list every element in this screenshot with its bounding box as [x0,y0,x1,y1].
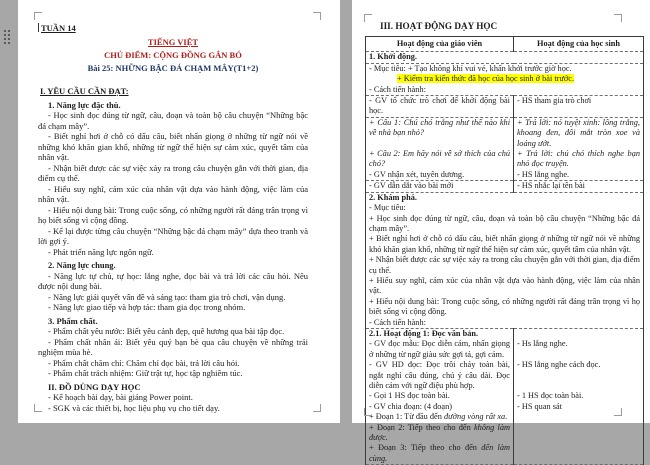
table-row [366,149,644,170]
teacher-cell[interactable]: - GV đọc mẫu: Đọc diễn cảm, nhấn giọng ở những từ ngữ giàu sức gợi tả, gợi cảm. [369,339,510,359]
teacher-cell[interactable]: - GV chia đoạn: (4 đoạn) [369,401,453,411]
table-row [366,391,644,401]
paragraph[interactable]: - Năng lực giải quyết vấn đề và sáng tạo: tham gia trò chơi, vận dụng. [48,291,286,302]
student-cell[interactable]: - HS nhắc lại tên bài [514,181,644,192]
teacher-cell[interactable]: - Gọi 1 HS đọc toàn bài. [369,391,450,401]
highlighted-objective-line[interactable] [369,74,640,84]
paragraph[interactable]: - Hiểu suy nghĩ, cảm xúc của nhân vật dựa vào hành động, việc làm của nhân vật. [38,183,308,204]
table-row [366,181,644,192]
paragraph[interactable]: - Kể lại được từng câu chuyện “Những bậc đá chạm mây” dựa theo tranh và lời gợi ý. [38,225,308,246]
table-header-row [366,37,644,52]
paragraph[interactable]: - Năng lực giao tiếp và hợp tác: tham gia đọc trong nhóm. [48,302,246,312]
theme-title[interactable]: CHỦ ĐIỂM: CỘNG ĐỒNG GẮN BÓ [104,50,242,60]
objective-line[interactable]: + Học sinh đọc đúng từ ngữ, câu, đoạn và toàn bộ câu chuyện “Những bậc đá chạm mây”. [369,213,640,233]
text-boundary-mark [364,408,372,416]
teacher-cell[interactable]: - GV HD đọc: Đọc trôi chảy toàn bài, ngắt nghỉ câu đúng, chú ý câu dài. Đọc diễn cảm với ngữ điệu phù hợp. [369,360,510,390]
segment-prefix: + Đoạn 2: Tiếp theo cho đến [369,422,474,432]
student-cell-empty[interactable] [514,412,644,465]
text-boundary-mark [34,404,42,412]
student-cell[interactable]: - HS lắng nghe cách đọc. [514,360,644,391]
objective-line[interactable]: + Nhận biết được các sự việc xảy ra trong câu chuyện gắn với thời gian, địa điểm cụ thể. [369,255,640,275]
lesson-plan-page-1 [18,0,340,413]
table-row [366,63,644,84]
text-cursor [38,23,39,32]
activity-1-heading[interactable]: 1. Khởi động. [366,52,644,63]
student-cell[interactable]: - Hs lắng nghe. [514,339,644,360]
procedure-label[interactable]: - Cách tiến hành: [366,318,644,329]
lesson-title[interactable]: Bài 25: NHỮNG BẬC ĐÁ CHẠM MÂY(T1+2) [87,63,259,73]
paragraph[interactable]: - Phát triển năng lực ngôn ngữ. [48,246,154,257]
teacher-cell[interactable]: - GV dẫn dắt vào bài mới [366,181,514,192]
segment-prefix: + Đoạn 1: Từ đầu đến [369,412,444,422]
subsection-nang-luc-chung-heading[interactable]: 2. Năng lực chung. [48,260,116,270]
activity-2-1-heading[interactable]: 2.1. Hoạt động 1: Đọc văn bản. [369,328,479,338]
table-row [366,339,644,360]
segment-prefix: + Đoạn 3: Tiếp theo cho đến [369,443,482,453]
objective-line[interactable]: + Hiểu nội dung bài: Trong cuộc sống, có những người rất đáng trân trọng vì họ biết sống vì cộng đồng. [369,296,640,317]
table-row [366,328,644,339]
student-column-header[interactable]: Hoạt động của học sinh [514,37,644,52]
section-do-dung-heading[interactable]: II. ĐỒ DÙNG DẠY HỌC [48,381,141,392]
table-row [366,402,644,412]
paragraph[interactable]: - Hiểu nội dung bài: Trong cuộc sống, có những người rất đáng trân trọng vì họ biết sống vì cộng đồng. [38,204,308,225]
teacher-cell[interactable]: - GV nhận xét, tuyên dương. [366,170,514,181]
teacher-cell[interactable]: + Câu 1: Chú chó trắng như thế nào khi về nhà bạn nhỏ? [369,117,510,138]
segment-detail: không làm được. [369,422,510,443]
subsection-nang-luc-dac-thu-heading[interactable]: 1. Năng lực đặc thù. [48,99,121,110]
activity-1-objectives-cell[interactable] [366,63,644,84]
drag-handle-dots-icon[interactable] [4,30,13,45]
objective-line[interactable]: + Biết nghỉ hơi ở chỗ có dấu câu, biết nhấn giọng ở những từ ngữ nói về những khó khăn gian khổ, những từ ngữ thể hiện sự cảm xúc, quyết tâm của nhân vật. [369,234,640,254]
table-row [366,85,644,96]
paragraph[interactable]: - Học sinh đọc đúng từ ngữ, câu, đoạn và toàn bộ câu chuyện “Những bậc đá chạm mây”. [38,110,308,131]
table-row [366,318,644,329]
paragraph[interactable]: - Phẩm chất trách nhiệm: Giữ trật tự, học tập nghiêm túc. [48,368,243,378]
table-row [366,192,644,203]
table-row [366,52,644,63]
table-row [366,96,644,118]
highlight-text: + Kiểm tra kiến thức đã học của học sinh ở bài trước. [397,74,575,84]
text-boundary-mark [614,408,622,416]
activity-2-objectives-cell[interactable] [366,203,644,317]
teacher-cell[interactable]: - GV tổ chức trò chơi để khởi động bài học. [366,96,514,118]
segment-line[interactable] [369,412,510,422]
subsection-pham-chat-heading[interactable]: 3. Phẩm chất. [48,315,98,326]
week-heading[interactable] [38,22,308,34]
teacher-column-header[interactable]: Hoạt động của giáo viên [366,37,514,52]
segment-line[interactable] [369,423,510,444]
student-cell[interactable]: - HS quan sát [514,402,644,412]
text-boundary-mark [364,14,372,22]
paragraph[interactable]: - Năng lực tự chủ, tự học: lắng nghe, đọc bài và trả lời các câu hỏi. Nêu được nội dung bài. [38,270,308,291]
section-requirements-heading[interactable]: I. YÊU CẦU CẦN ĐẠT: [40,86,129,96]
segment-line[interactable] [369,443,510,464]
paragraph[interactable]: - Kế hoạch bài dạy, bài giảng Power point. [48,392,193,402]
section-hoat-dong-day-hoc-heading[interactable]: III. HOẠT ĐỘNG DẠY HỌC [380,21,498,31]
procedure-label[interactable]: - Cách tiến hành: [366,85,644,96]
student-cell[interactable]: + Trả lời: chú chó thích nghe bạn nhỏ đọc truyện. [514,149,644,170]
text-boundary-mark [614,14,622,22]
segments-cell[interactable] [366,412,514,465]
objective-line[interactable]: + Hiểu suy nghĩ, cảm xúc của nhân vật dựa vào hành động, việc làm của nhân vật. [369,275,640,296]
text-boundary-mark [313,12,321,20]
paragraph[interactable]: - Biết nghỉ hơi ở chỗ có dấu câu, biết nhấn giọng ở những từ ngữ nói về những khó khăn gian khổ, những từ ngữ thể hiện sự cảm xúc, quyết tâm của nhân vật. [38,131,308,162]
student-cell[interactable]: - HS lắng nghe. [514,170,644,181]
segment-detail: đường vòng rất xa. [443,412,508,422]
page-right[interactable] [352,0,650,463]
student-cell[interactable]: - 1 HS đọc toàn bài. [514,391,644,401]
text-boundary-mark [34,12,42,20]
subject-title[interactable]: TIẾNG VIỆT [147,37,199,47]
teacher-cell[interactable]: + Câu 2: Em hãy nói về sở thích của chú chó? [369,149,510,169]
page-left[interactable] [18,0,340,423]
student-cell[interactable]: + Trả lời: nó tuyệt xinh: lông trắng, khoang đen, đôi mắt tròn xoe và loáng ướt. [514,117,644,149]
segment-detail: đến làm cùng. [369,443,510,463]
table-row [366,203,644,317]
paragraph[interactable]: - Phẩm chất nhân ái: Biết yêu quý bạn bè qua câu chuyện về những trải nghiệm mùa hè. [38,336,308,357]
activities-table[interactable] [365,36,644,465]
student-cell[interactable]: - HS tham gia trò chơi [514,96,644,118]
student-cell-empty[interactable] [514,328,644,339]
table-row [366,412,644,465]
paragraph[interactable]: - SGK và các thiết bị, học liệu phụ vụ cho tiết dạy. [48,402,220,413]
objective-line[interactable]: - Mục tiêu: + Tạo không khí vui vẻ, khấn khởi trước giờ học. [369,63,572,73]
week-label: TUẦN 14 [41,23,76,33]
objective-label[interactable]: - Mục tiêu: [369,203,406,213]
table-row [366,360,644,391]
table-row [366,117,644,149]
paragraph[interactable]: - Nhận biết được các sự việc xảy ra trong câu chuyện gắn với thời gian, địa điểm cụ thể. [38,162,308,183]
text-boundary-mark [313,404,321,412]
paragraph[interactable]: - Phẩm chất chăm chỉ: Chăm chỉ đọc bài, trả lời câu hỏi. [48,357,240,368]
table-row [366,170,644,181]
activity-2-heading[interactable]: 2. Khám phá. [369,192,417,202]
paragraph[interactable]: - Phẩm chất yêu nước: Biết yêu cảnh đẹp, quê hương qua bài tập đọc. [48,326,285,336]
